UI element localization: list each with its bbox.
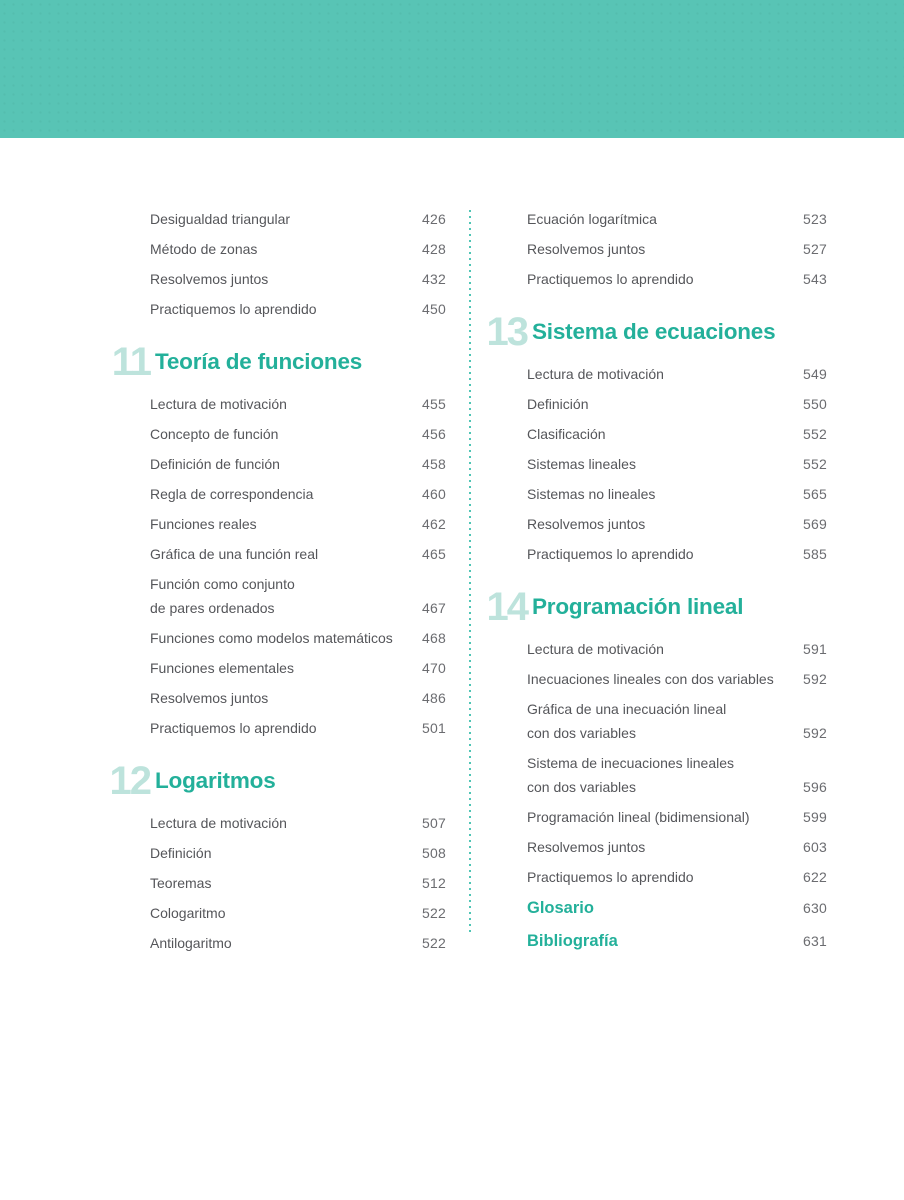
toc-entry-label: Practiquemos lo aprendido [150, 301, 317, 317]
toc-entry-page: 426 [422, 211, 446, 227]
toc-entry [106, 841, 446, 865]
toc-entry-page: 522 [422, 935, 446, 951]
toc-entry [106, 512, 446, 536]
chapter-number: 11 [111, 340, 150, 384]
toc-entry-label: Lectura de motivación [527, 366, 664, 382]
toc-entry [483, 207, 827, 231]
toc-entry-label: Lectura de motivación [527, 641, 664, 657]
toc-entry [106, 237, 446, 261]
toc-entry-label: Regla de correspondencia [150, 486, 314, 502]
toc-entry-page: 591 [803, 641, 827, 657]
toc-entry-page: 599 [803, 809, 827, 825]
toc-entry-page: 585 [803, 546, 827, 562]
toc-entry [483, 392, 827, 416]
chapter-number: 12 [109, 759, 150, 803]
toc-entry [106, 686, 446, 710]
toc-entry-page: 455 [422, 396, 446, 412]
toc-entry [483, 697, 827, 745]
toc-entry-label: Lectura de motivación [150, 815, 287, 831]
toc-entry-page: 428 [422, 241, 446, 257]
toc-entry [106, 811, 446, 835]
toc-entry-label: Practiquemos lo aprendido [150, 720, 317, 736]
toc-entry-label: Practiquemos lo aprendido [527, 271, 694, 287]
toc-entry [106, 626, 446, 650]
toc-entry [106, 656, 446, 680]
toc-entry-label: Funciones elementales [150, 660, 294, 676]
toc-entry-page: 592 [803, 671, 827, 687]
toc-entry-page: 603 [803, 839, 827, 855]
toc-entry-label: Funciones como modelos matemáticos [150, 630, 393, 646]
toc-entry-label: Teoremas [150, 875, 212, 891]
toc-entry-page: 565 [803, 486, 827, 502]
toc-entry-label: Sistemas no lineales [527, 486, 656, 502]
toc-entry [106, 931, 446, 955]
toc-entry [106, 572, 446, 620]
toc-entry-page: 552 [803, 426, 827, 442]
toc-entry [483, 482, 827, 506]
toc-column-2 [483, 207, 827, 961]
toc-entry-page: 592 [803, 725, 827, 741]
column-divider [469, 210, 471, 932]
toc-entry [483, 835, 827, 859]
chapter-heading [106, 341, 446, 383]
toc-entry-page: 552 [803, 456, 827, 472]
toc-entry-label: Método de zonas [150, 241, 258, 257]
toc-entry-label: Cologaritmo [150, 905, 226, 921]
chapter-title: Sistema de ecuaciones [532, 319, 776, 344]
toc-entry [483, 805, 827, 829]
toc-entry [106, 297, 446, 321]
toc-entry-page: 527 [803, 241, 827, 257]
toc-column-1 [106, 207, 446, 961]
toc-entry-label: Glosario [527, 899, 594, 917]
toc-entry-page: 631 [803, 933, 827, 949]
toc-entry-label: Lectura de motivación [150, 396, 287, 412]
toc-entry-page: 458 [422, 456, 446, 472]
toc-entry [483, 362, 827, 386]
toc-entry [483, 667, 827, 691]
chapter-title: Programación lineal [532, 594, 744, 619]
toc-entry-label: Gráfica de una inecuación lineal con dos variables [527, 701, 727, 741]
toc-entry [483, 751, 827, 799]
toc-entry [483, 637, 827, 661]
toc-entry [483, 542, 827, 566]
toc-entry [106, 871, 446, 895]
toc-entry-label: Resolvemos juntos [527, 241, 646, 257]
toc-entry [483, 422, 827, 446]
chapter-number: 14 [486, 585, 527, 629]
toc-entry-label: Sistema de inecuaciones lineales con dos variables [527, 755, 735, 795]
toc-entry-page: 523 [803, 211, 827, 227]
toc-entry-label: Practiquemos lo aprendido [527, 869, 694, 885]
chapter-heading [483, 586, 827, 628]
toc-entry-page: 456 [422, 426, 446, 442]
toc-entry-page: 465 [422, 546, 446, 562]
toc-entry-label: Funciones reales [150, 516, 257, 532]
toc-entry-page: 462 [422, 516, 446, 532]
toc-entry-label: Resolvemos juntos [527, 839, 646, 855]
toc-entry-label: Desigualdad triangular [150, 211, 291, 227]
toc-entry-page: 512 [422, 875, 446, 891]
toc-entry [106, 716, 446, 740]
toc-entry [106, 901, 446, 925]
toc-entry-label: Antilogaritmo [150, 935, 232, 951]
toc-entry-page: 501 [422, 720, 446, 736]
toc-entry-label: Gráfica de una función real [150, 546, 319, 562]
toc-entry-page: 468 [422, 630, 446, 646]
toc-entry-label: Resolvemos juntos [527, 516, 646, 532]
toc-entry-label: Ecuación logarítmica [527, 211, 657, 227]
toc-entry-page: 630 [803, 900, 827, 916]
toc-entry-page: 543 [803, 271, 827, 287]
toc-entry-label: Función como conjunto de pares ordenados [150, 576, 295, 616]
chapter-heading [106, 760, 446, 802]
toc-entry-label: Practiquemos lo aprendido [527, 546, 694, 562]
chapter-number: 13 [486, 310, 527, 354]
toc-entry-page: 622 [803, 869, 827, 885]
toc-entry [106, 422, 446, 446]
toc-entry-label: Concepto de función [150, 426, 279, 442]
toc-entry [483, 452, 827, 476]
top-band [0, 0, 904, 138]
toc-entry-page: 486 [422, 690, 446, 706]
toc-entry [106, 207, 446, 231]
chapter-title: Teoría de funciones [155, 349, 363, 374]
toc-entry-label: Definición [150, 845, 212, 861]
toc-entry-label: Inecuaciones lineales con dos variables [527, 671, 774, 687]
toc-entry [483, 512, 827, 536]
toc-entry [483, 237, 827, 261]
toc-entry-label: Resolvemos juntos [150, 690, 269, 706]
toc-entry-page: 596 [803, 779, 827, 795]
toc-entry [106, 452, 446, 476]
toc-entry-label: Definición [527, 396, 589, 412]
toc-entry [483, 267, 827, 291]
toc-entry [106, 542, 446, 566]
toc-entry-page: 569 [803, 516, 827, 532]
toc-entry-label: Clasificación [527, 426, 606, 442]
toc-entry-page: 550 [803, 396, 827, 412]
toc-entry-page: 470 [422, 660, 446, 676]
toc-entry-label: Resolvemos juntos [150, 271, 269, 287]
toc-entry-page: 450 [422, 301, 446, 317]
toc-entry-label: Sistemas lineales [527, 456, 636, 472]
toc-entry [483, 895, 827, 921]
toc-entry-page: 432 [422, 271, 446, 287]
toc-entry-label: Programación lineal (bidimensional) [527, 809, 750, 825]
chapter-heading [483, 311, 827, 353]
toc-entry [483, 865, 827, 889]
toc-entry-label: Bibliografía [527, 932, 618, 950]
toc-entry [106, 482, 446, 506]
toc-entry-page: 522 [422, 905, 446, 921]
toc-entry-page: 508 [422, 845, 446, 861]
toc-entry-page: 467 [422, 600, 446, 616]
toc-entry-page: 549 [803, 366, 827, 382]
chapter-title: Logaritmos [155, 768, 276, 793]
toc-entry [483, 928, 827, 954]
toc-entry-page: 460 [422, 486, 446, 502]
toc-entry-label: Definición de función [150, 456, 280, 472]
toc-entry [106, 392, 446, 416]
toc-entry [106, 267, 446, 291]
toc-entry-page: 507 [422, 815, 446, 831]
